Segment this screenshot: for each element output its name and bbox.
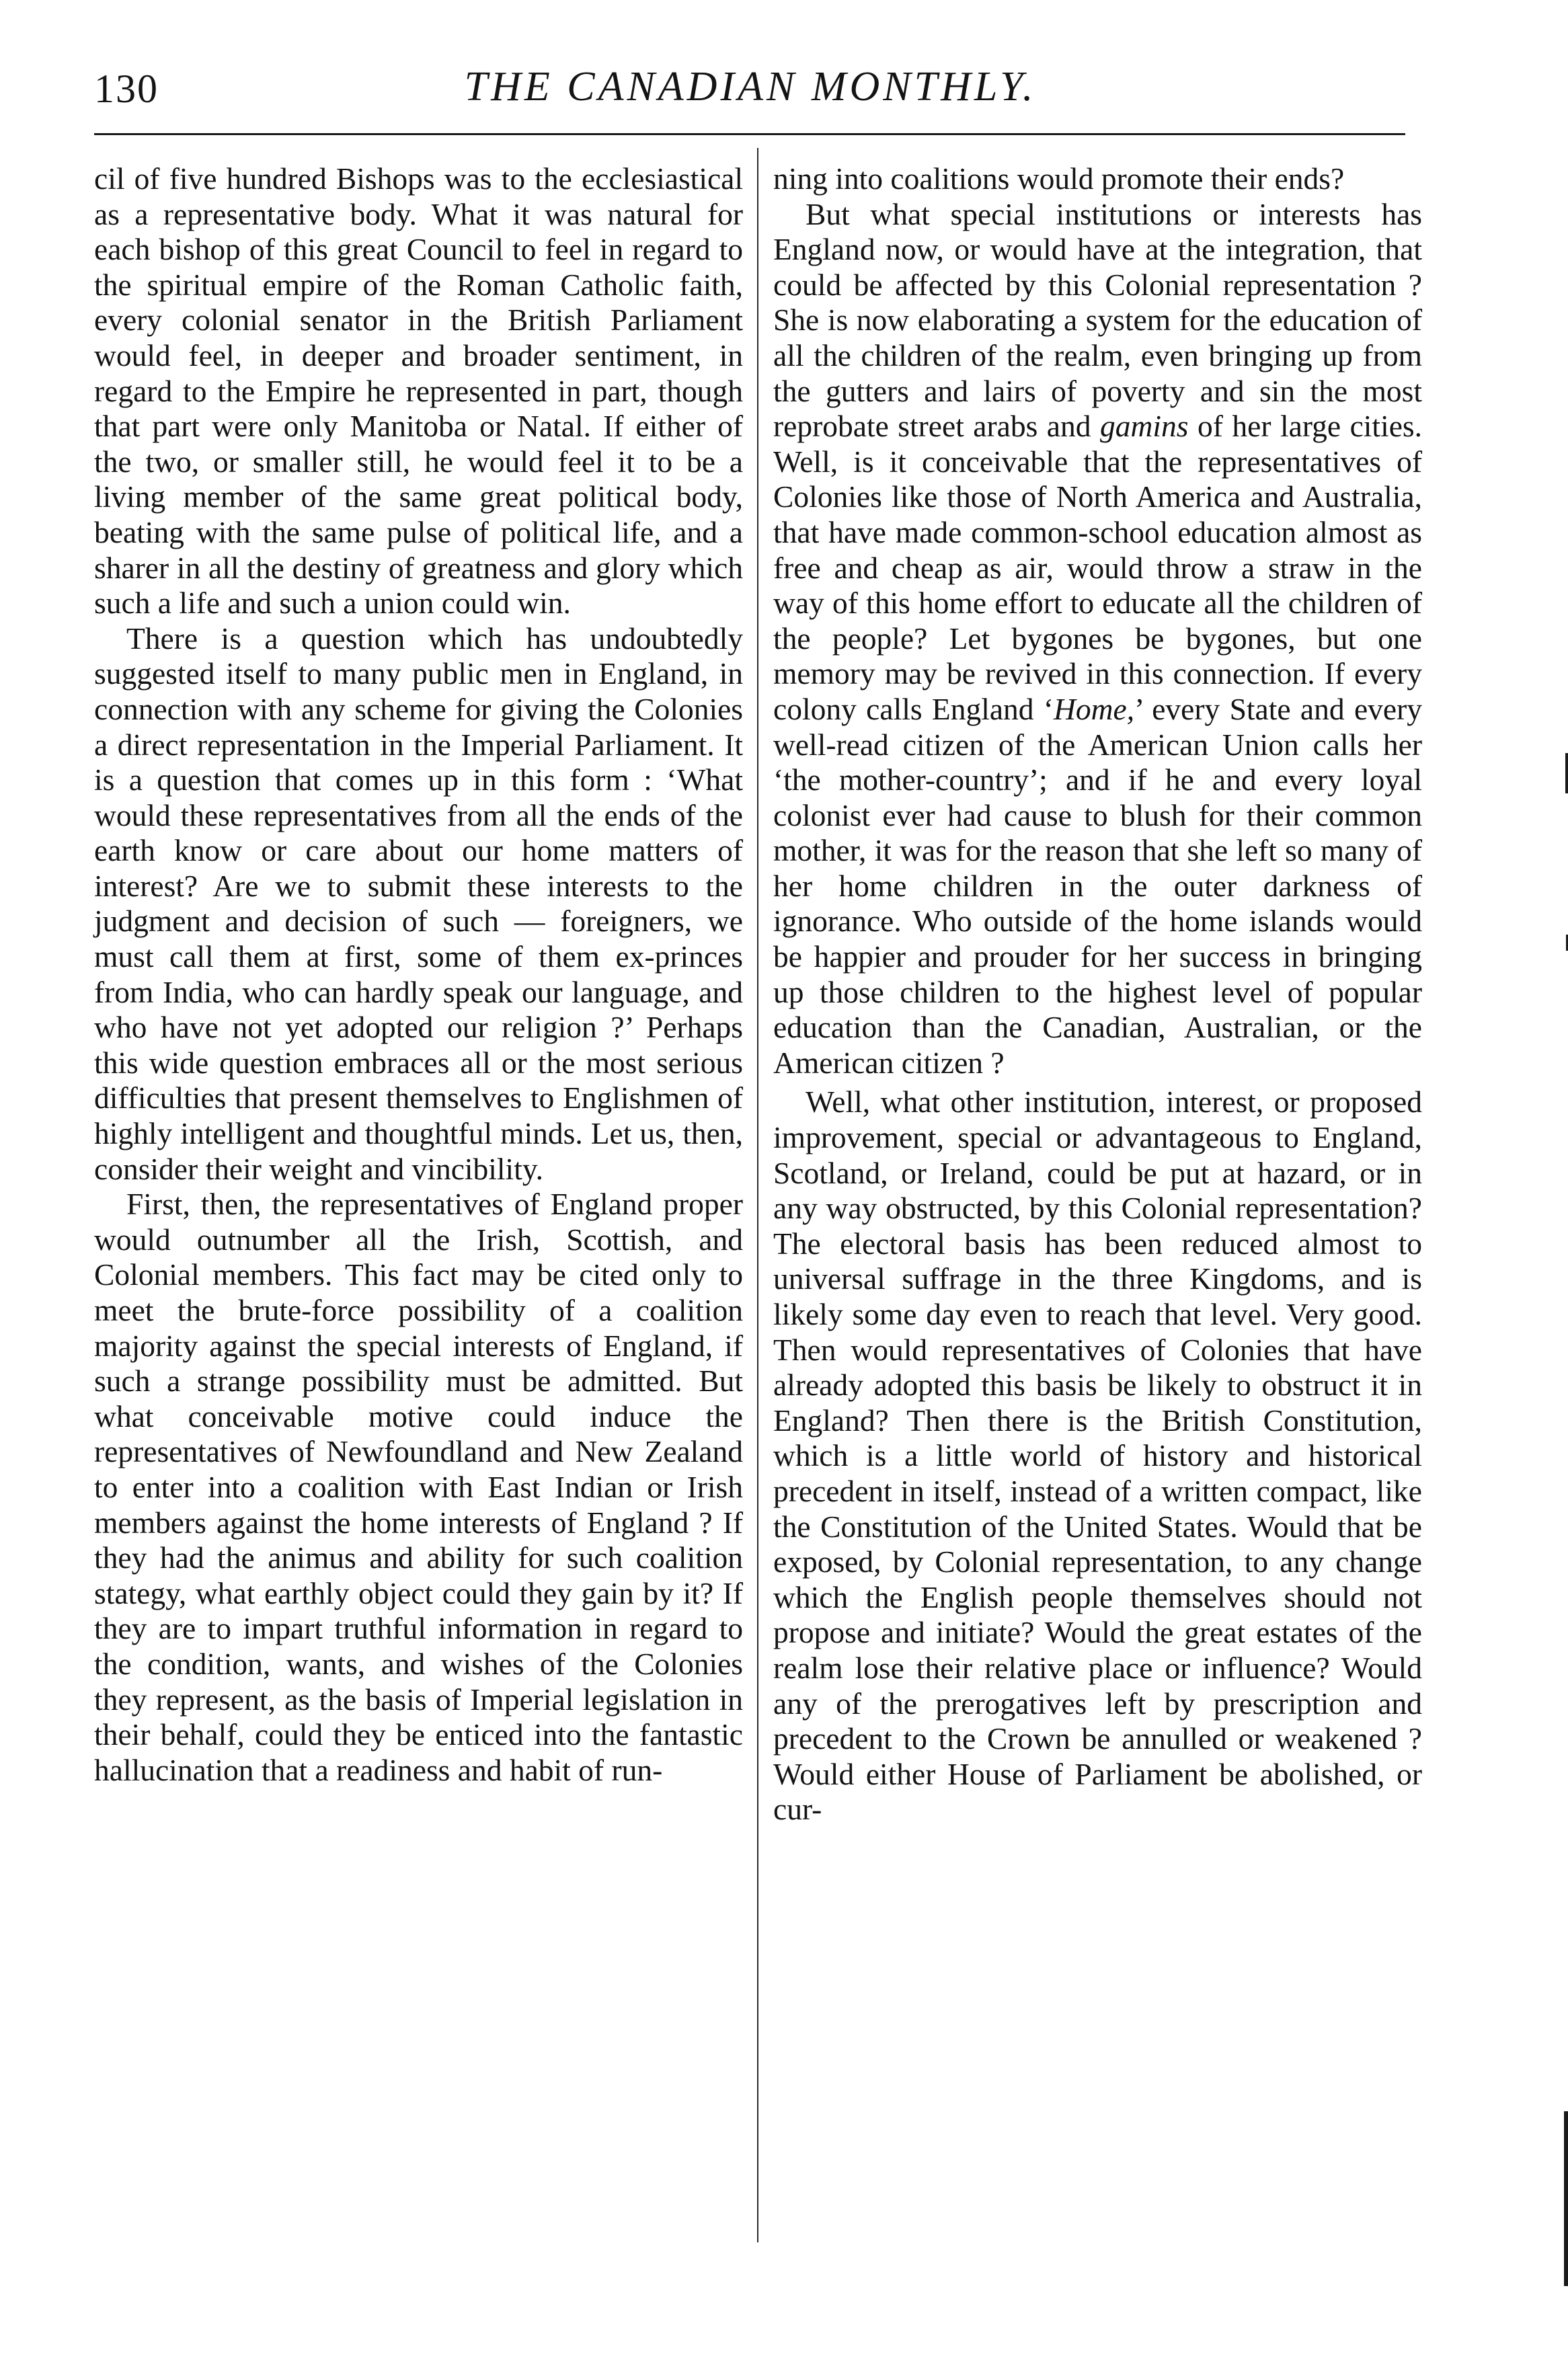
right-column <box>773 161 1422 1828</box>
paragraph: Well, what other institution, interest, or proposed improvement, special or advantageous to England, Scotland, or Ireland, could be put at hazard, or in any way obstructed, by this Colonial representation? The electoral basis has been reduced almost to universal suffrage in the three Kingdoms, and is likely some day even to reach that level. Very good. Then would representatives of Colonies that have already adopted this basis be likely to obstruct it in England? Then there is the British Constitution, which is a little world of history and historical precedent in itself, instead of a written compact, like the Constitution of the United States. Would that be exposed, by Colonial representation, to any change which the English people themselves should not propose and initiate? Would the great estates of the realm lose their relative place or influence? Would any of the prerogatives left by prescription and precedent to the Crown be annulled or weakened ? Would either House of Parliament be abolished, or cur- <box>773 1085 1422 1827</box>
column-divider <box>757 148 758 2242</box>
paragraph: There is a question which has undoubtedly suggested itself to many public men in England, in connection with any scheme for giving the Colonies a direct representation in the Imperial Parliament. It is a question that comes up in this form : ‘What would these representatives from all the ends of the earth know or care about our home matters of interest? Are we to submit these interests to the judgment and decision of such — foreigners, we must call them at first, some of them ex-princes from India, who can hardly speak our language, and who have not yet adopted our religion ?’ Perhaps this wide question embraces all or the most serious difficulties that present themselves to Englishmen of highly intelligent and thoughtful minds. Let us, then, consider their weight and vincibility. <box>94 621 743 1186</box>
italic-word: gamins <box>1100 409 1189 444</box>
paragraph: ning into coalitions would promote their ends? <box>773 161 1345 196</box>
text-run: of her large cities. Well, is it conceivable that the representatives of Colonies like those of North America and Australia, that have made common-school education almost as free and cheap as air, would throw a straw in the way of this home effort to educate all the children of the people? Let bygones be bygones, but one memory may be revived in this connection. If every colony calls England ‘ <box>773 409 1422 726</box>
paragraph: First, then, the representatives of England proper would outnumber all the Irish, Scottish, and Colonial members. This fact may be cited only to meet the brute-force possibility of a coalition majority against the special interests of England, if such a strange possibility must be admitted. But what conceivable motive could induce the representatives of Newfoundland and New Zealand to enter into a coalition with East Indian or Irish members against the home interests of England ? If they had the animus and ability for such coalition stategy, what earthly object could they gain by it? If they are to impart truthful information in regard to the condition, wants, and wishes of the Colonies they represent, as the basis of Imperial legislation in their behalf, could they be enticed into the fantastic hallucination that a readiness and habit of run- <box>94 1187 743 1787</box>
page-number: 130 <box>94 67 159 111</box>
paragraph <box>773 197 1422 1081</box>
scan-edge-mark <box>1565 753 1568 793</box>
text-run: ’ every State and every well-read citizen of the American Union calls her ‘the mother-country’; and if he and every loyal colonist ever had cause to blush for their common mother, it was for the reason that she left so many of her home children in the outer darkness of ignorance. Who outside of the home islands would be happier and prouder for her success in bringing up those children to the highest level of popular education than the Canadian, Australian, or the American citizen ? <box>773 691 1422 1080</box>
left-column <box>94 161 743 1788</box>
running-title: THE CANADIAN MONTHLY. <box>464 64 1037 110</box>
paragraph: cil of five hundred Bishops was to the ecclesiastical as a representative body. What it was natural for each bishop of this great Council to feel in regard to the spiritual empire of the Roman Catholic faith, every colonial senator in the British Parliament would feel, in deeper and broader sentiment, in regard to the Empire he represented in part, though that part were only Manitoba or Natal. If either of the two, or smaller still, he would feel it to be a living member of the same great political body, beating with the same pulse of political life, and a sharer in all the destiny of greatness and glory which such a life and such a union could win. <box>94 161 743 621</box>
header-rule <box>94 133 1405 135</box>
text-run: But what special institutions or interests has England now, or would have at the integration, that could be affected by this Colonial representation ? She is now elaborating a system for the education of all the children of the realm, even bringing up from the gutters and lairs of poverty and sin the most reprobate street arabs and <box>773 196 1422 444</box>
scan-edge-mark <box>1564 2111 1568 2286</box>
italic-word: Home, <box>1054 691 1135 726</box>
page-header <box>94 47 1407 128</box>
